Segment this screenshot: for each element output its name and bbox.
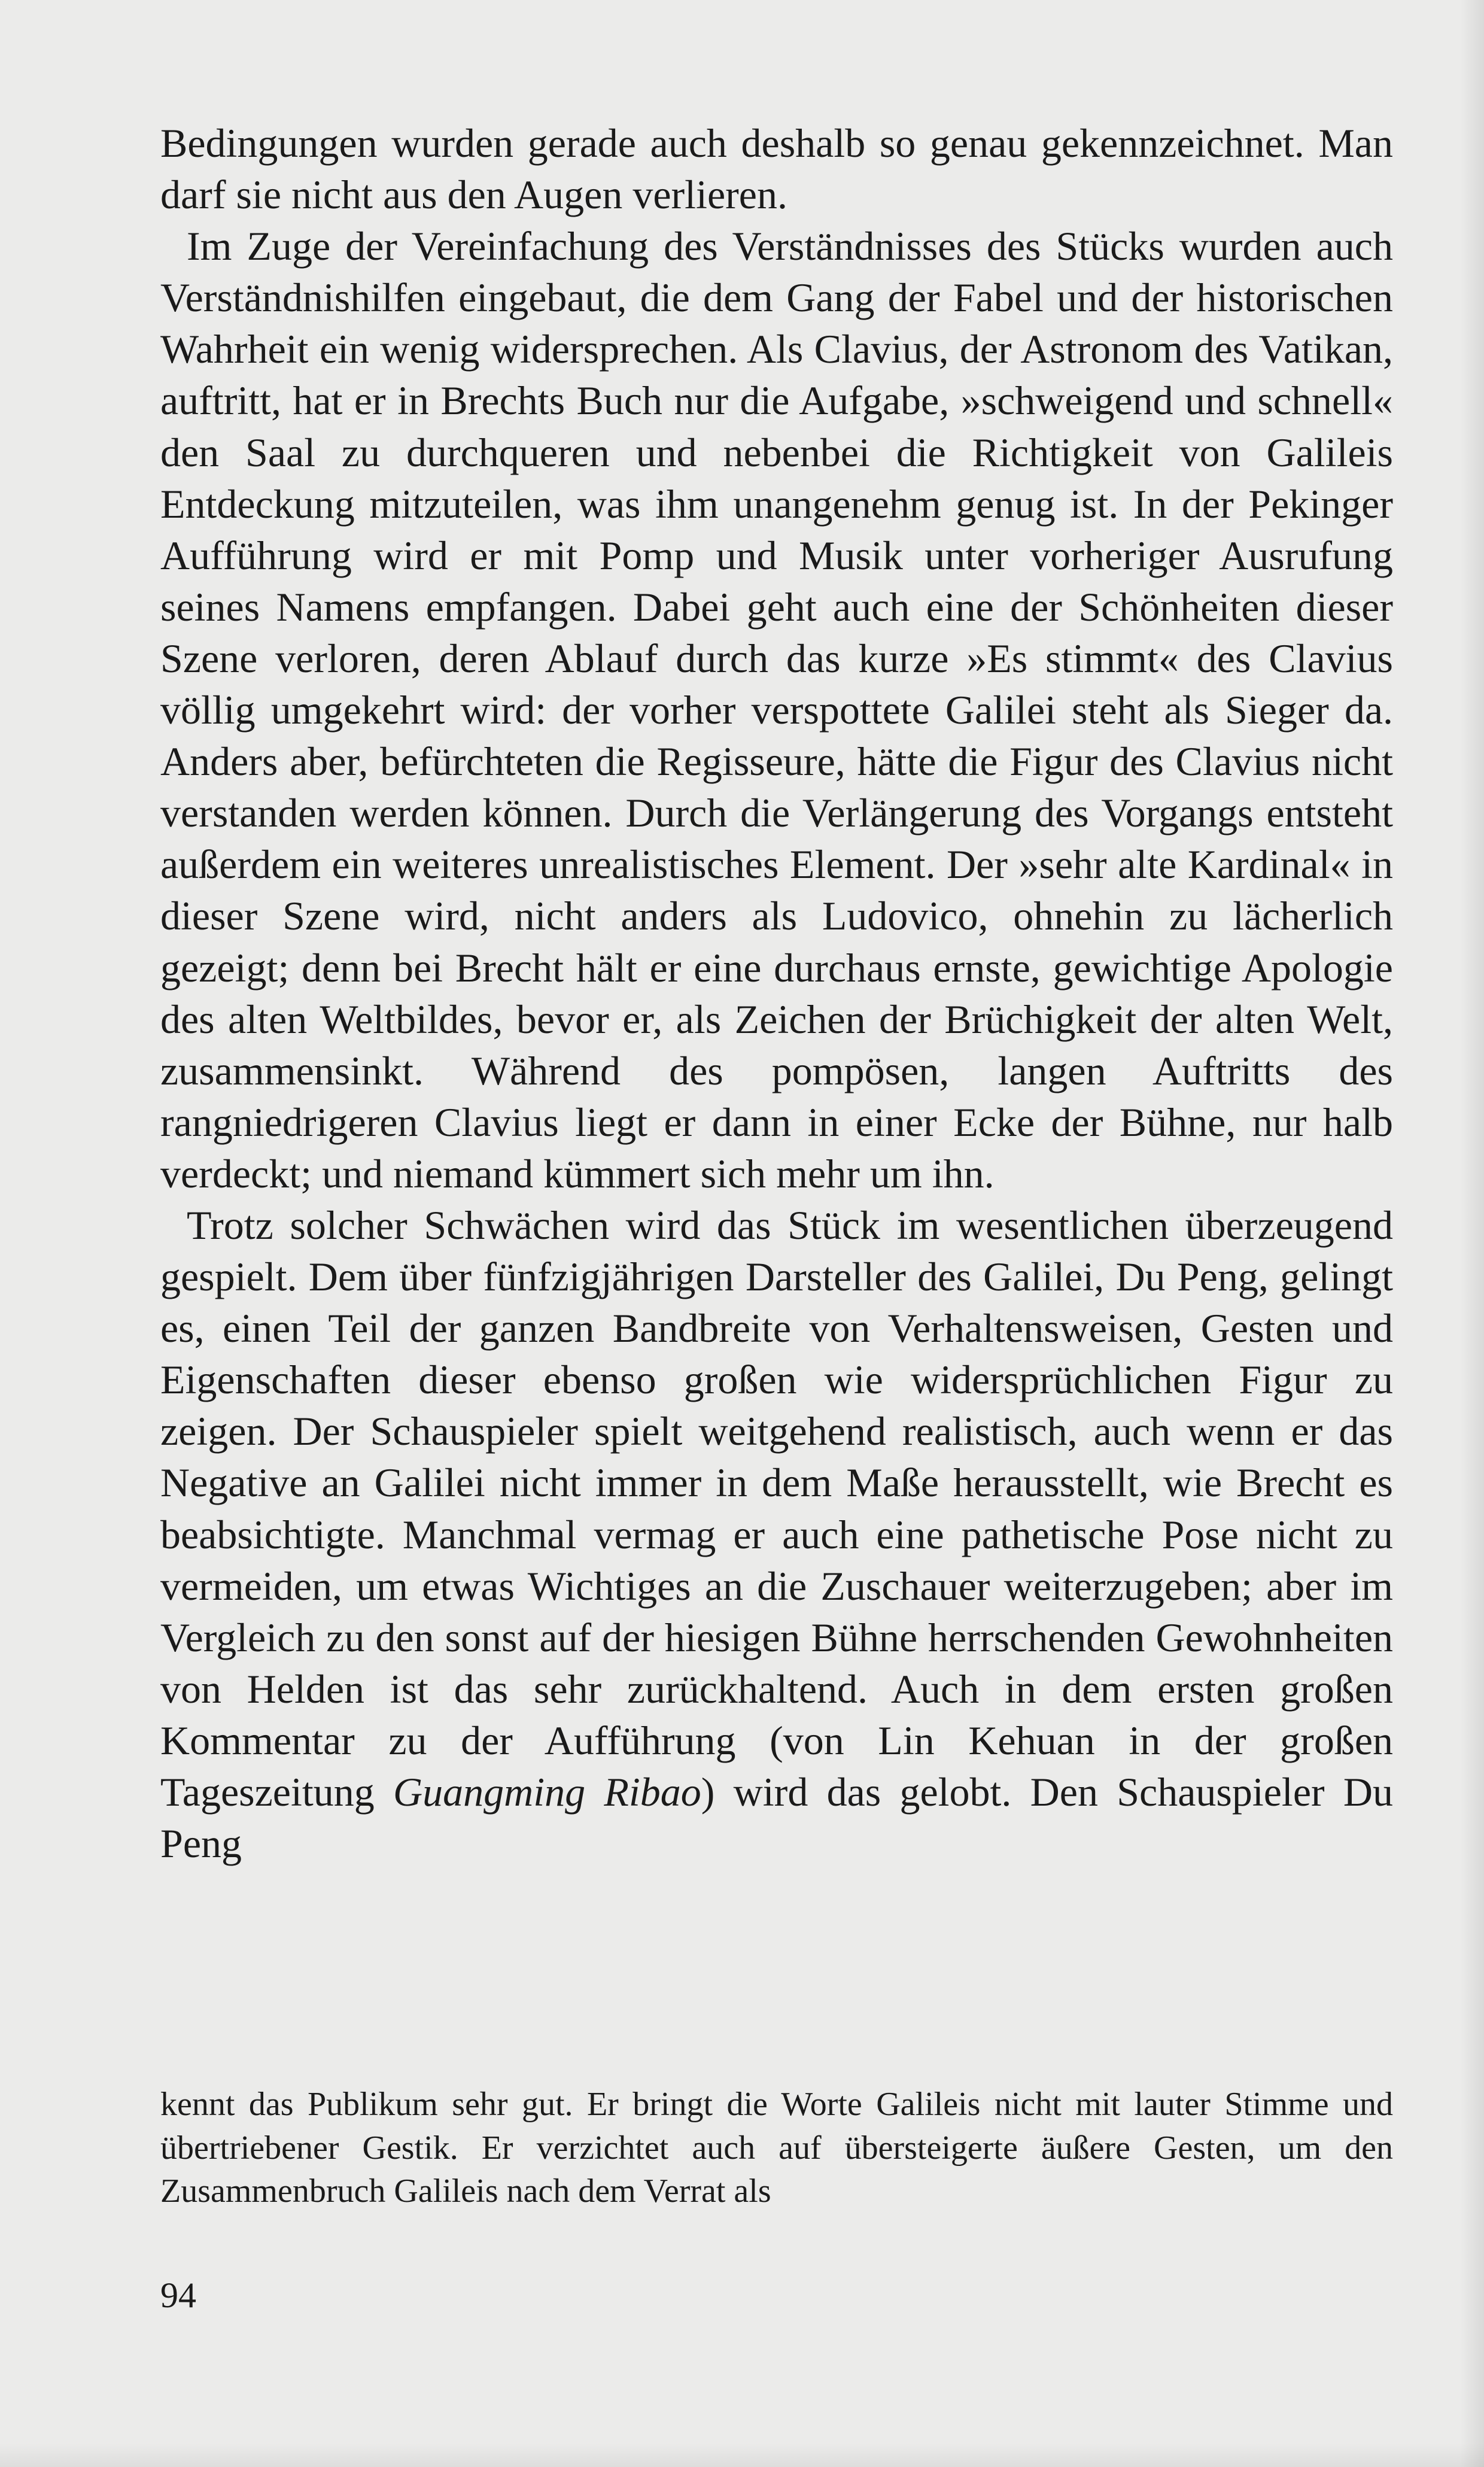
main-text-block <box>160 117 1393 1869</box>
page-bottom-shadow <box>0 2443 1484 2467</box>
paragraph-3-text-after: ) wird das gelobt. Den Schauspieler Du Peng <box>160 1769 1393 1867</box>
newspaper-title: Guangming Ribao <box>393 1769 701 1815</box>
paragraph-2: Im Zuge der Vereinfachung des Verständnisses des Stücks wurden auch Verständnishilfen eingebaut, die dem Gang der Fabel und der historischen Wahrheit ein wenig widersprechen. Als Clavius, der Astronom des Vatikan, auftritt, hat er in Brechts Buch nur die Aufgabe, »schweigend und schnell« den Saal zu durchqueren und nebenbei die Richtigkeit von Galileis Entdeckung mitzuteilen, was ihm unangenehm genug ist. In der Pekinger Aufführung wird er mit Pomp und Musik unter vorheriger Ausrufung seines Namens empfangen. Dabei geht auch eine der Schönheiten dieser Szene verloren, deren Ablauf durch das kurze »Es stimmt« des Clavius völlig umgekehrt wird: der vorher verspottete Galilei steht als Sieger da. Anders aber, befürchteten die Regisseure, hätte die Figur des Clavius nicht verstanden werden können. Durch die Verlängerung des Vorgangs entsteht außerdem ein weiteres unrealistisches Element. Der »sehr alte Kardinal« in dieser Szene wird, nicht anders als Ludovico, ohnehin zu lächerlich gezeigt; denn bei Brecht hält er eine durchaus ernste, gewichtige Apologie des alten Weltbildes, bevor er, als Zeichen der Brüchigkeit der alten Welt, zusammensinkt. Während des pompösen, langen Auftritts des rangniedrigeren Clavius liegt er dann in einer Ecke der Bühne, nur halb verdeckt; und niemand kümmert sich mehr um ihn. <box>160 223 1393 1196</box>
paragraph-1: Bedingungen wurden gerade auch deshalb so genau gekennzeichnet. Man darf sie nicht aus den Augen verlieren. <box>160 120 1393 218</box>
block-quote: kennt das Publikum sehr gut. Er bringt die Worte Galileis nicht mit lauter Stimme und übertriebener Gestik. Er verzichtet auch auf übersteigerte äußere Gesten, um den Zusammenbruch Galileis nach dem Verrat als <box>160 2086 1393 2210</box>
page-number: 94 <box>160 2275 196 2315</box>
page-edge-shadow <box>1460 0 1484 2467</box>
paragraph-3-text-before: Trotz solcher Schwächen wird das Stück im wesentlichen überzeugend gespielt. Dem über fünfzigjährigen Darsteller des Galilei, Du Peng, gelingt es, einen Teil der ganzen Bandbreite von Verhaltensweisen, Gesten und Eigenschaften dieser ebenso großen wie widersprüchlichen Figur zu zeigen. Der Schauspieler spielt weitgehend realistisch, auch wenn er das Negative an Galilei nicht immer in dem Maße herausstellt, wie Brecht es beabsichtigte. Manchmal vermag er auch eine pathetische Pose nicht zu vermeiden, um etwas Wichtiges an die Zuschauer weiterzugeben; aber im Vergleich zu den sonst auf der hiesigen Bühne herrschenden Gewohnheiten von Helden ist das sehr zurückhaltend. Auch in dem ersten großen Kommentar zu der Aufführung (von Lin Kehuan in der großen Tageszeitung <box>160 1202 1393 1815</box>
paragraph-3 <box>160 1199 1393 1869</box>
